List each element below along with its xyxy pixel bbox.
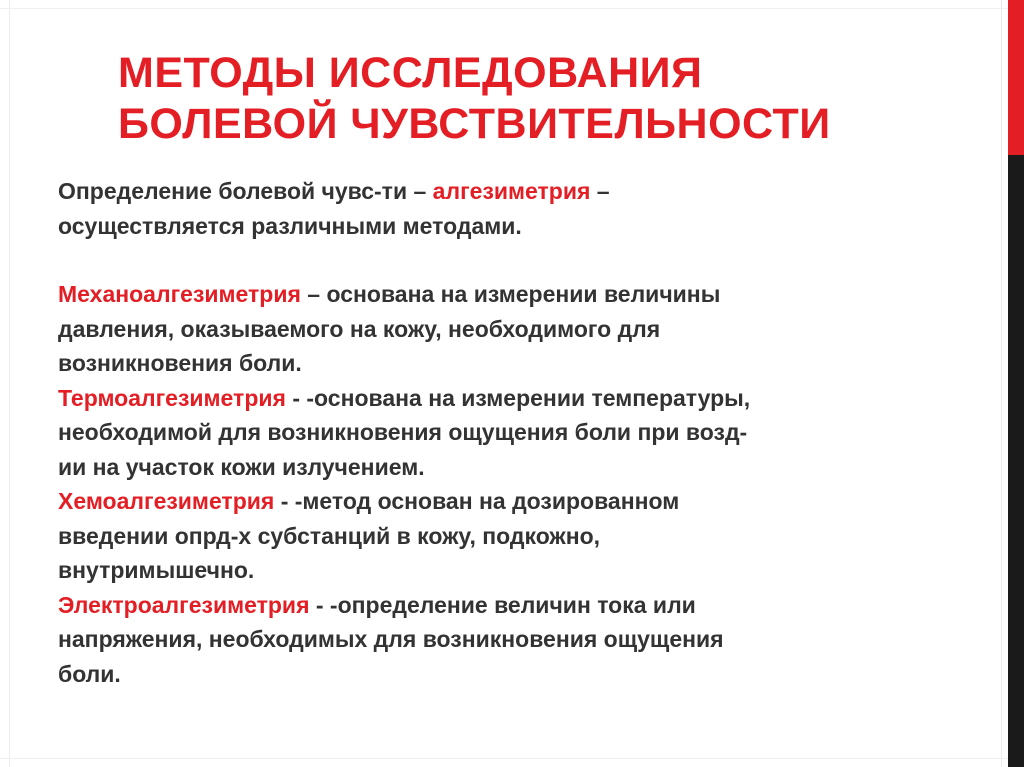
method-mechano-line-2: давления, оказываемого на кожу, необходимого для (58, 315, 661, 342)
method-electro-line-2: напряжения, необходимых для возникновения ощущения (58, 626, 724, 652)
frame-border-bottom (0, 758, 1024, 759)
method-electro-term: Электроалгезиметрия (58, 591, 310, 618)
intro-term: алгезиметрия (432, 178, 591, 204)
method-mechano-line-1 (58, 277, 958, 312)
method-chemo-term: Хемоалгезиметрия (58, 488, 275, 514)
method-chemo-line-2: введении опрд-х субстанций в кожу, подкожно, (58, 522, 601, 549)
method-mechano (58, 277, 958, 381)
intro-post: – (590, 178, 610, 204)
method-chemo-line-3: внутримышечно. (58, 557, 255, 583)
intro-line-2: осуществляется различными методами. (58, 212, 522, 239)
slide-title (118, 48, 988, 150)
method-chemo-line-1 (58, 484, 958, 519)
accent-bar-dark (1008, 155, 1024, 767)
method-thermo-line-2: необходимой для возникновения ощущения боли при возд- (58, 419, 748, 445)
method-electro-rest: - -определение величин тока или (309, 591, 696, 618)
slide-body (58, 174, 958, 691)
frame-border-top (0, 8, 1024, 9)
method-mechano-rest: – основана на измерении величины (300, 281, 721, 307)
frame-border-left (9, 0, 10, 767)
method-electro-line-1 (58, 588, 958, 623)
method-chemo-rest: - -метод основан на дозированном (274, 488, 680, 514)
method-thermo (58, 381, 958, 485)
method-chemo (58, 484, 958, 588)
method-electro-line-3: боли. (58, 660, 121, 687)
title-line-1: МЕТОДЫ ИССЛЕДОВАНИЯ (118, 49, 703, 97)
title-line-2: БОЛЕВОЙ ЧУВСТВИТЕЛЬНОСТИ (118, 100, 831, 148)
paragraph-spacer (58, 243, 958, 277)
method-thermo-line-3: ии на участок кожи излучением. (58, 453, 425, 480)
method-mechano-term: Механоалгезиметрия (58, 281, 301, 307)
method-thermo-rest: - -основана на измерении температуры, (285, 384, 751, 411)
intro-pre: Определение болевой чувс-ти – (58, 178, 433, 204)
intro-line-1 (58, 174, 958, 209)
method-thermo-line-1 (58, 381, 958, 416)
method-mechano-line-3: возникновения боли. (58, 350, 302, 376)
method-electro (58, 588, 958, 692)
frame-border-right (1001, 0, 1002, 767)
intro-paragraph (58, 174, 958, 243)
accent-bar-red (1008, 0, 1024, 155)
method-thermo-term: Термоалгезиметрия (58, 384, 286, 411)
